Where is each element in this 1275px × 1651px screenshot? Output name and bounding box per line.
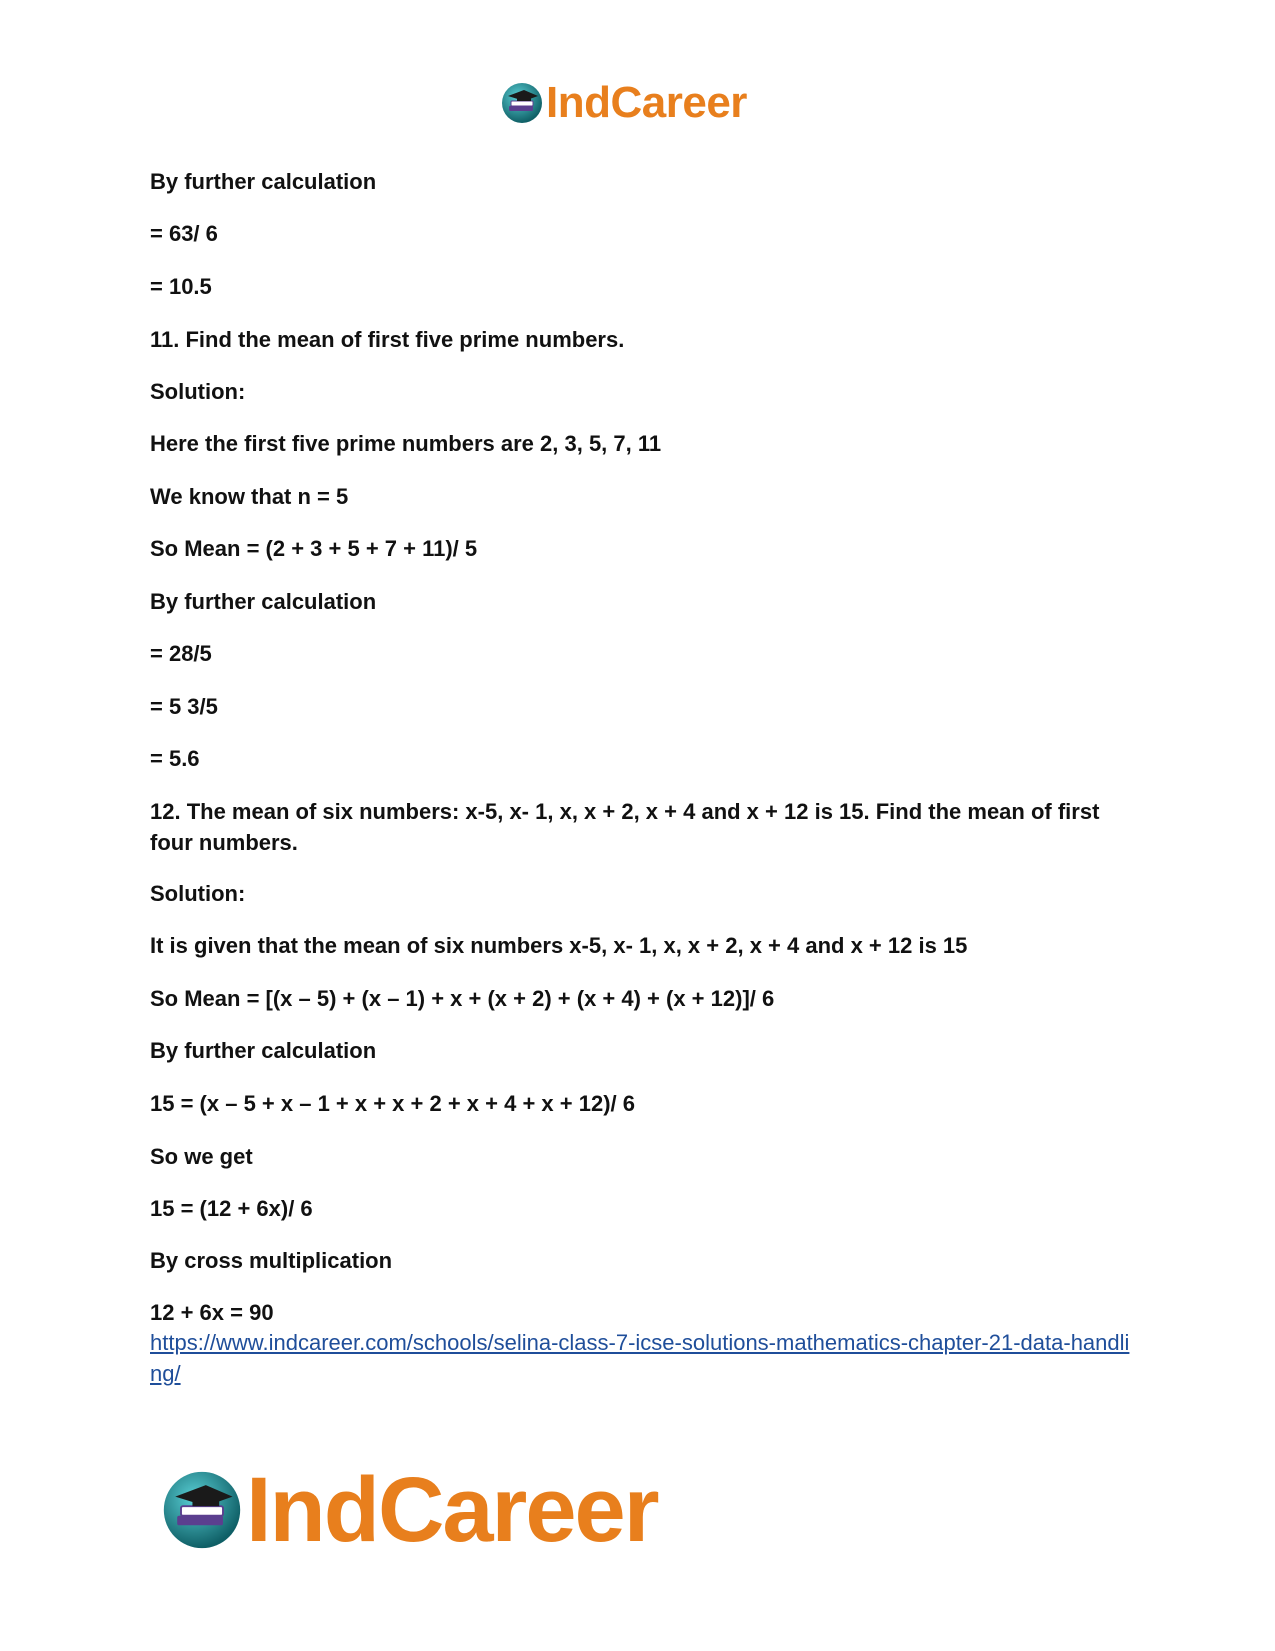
logo-wordmark: IndCareer: [546, 78, 747, 127]
text-line: By further calculation: [150, 589, 377, 614]
text-line: 12 + 6x = 90: [150, 1300, 274, 1325]
question-heading: 12. The mean of six numbers: x-5, x- 1, x, x + 2, x + 4 and x + 12 is 15. Find the mean of first four numbers.: [150, 799, 1100, 855]
solution-label: Solution:: [150, 379, 246, 404]
source-link[interactable]: https://www.indcareer.com/schools/selina-class-7-icse-solutions-mathematics-chapter-21-data-handling/: [150, 1330, 1130, 1386]
text-line: = 10.5: [150, 274, 212, 299]
text-line: 15 = (x – 5 + x – 1 + x + x + 2 + x + 4 + x + 12)/ 6: [150, 1091, 635, 1116]
text-line: = 28/5: [150, 641, 212, 666]
text-line: By further calculation: [150, 1038, 377, 1063]
graduation-cap-books-icon: [160, 1468, 244, 1552]
text-line: = 5.6: [150, 746, 200, 771]
text-line: So Mean = (2 + 3 + 5 + 7 + 11)/ 5: [150, 536, 478, 561]
text-line: So we get: [150, 1144, 253, 1169]
text-line: = 63/ 6: [150, 221, 218, 246]
text-line: So Mean = [(x – 5) + (x – 1) + x + (x + 2) + (x + 4) + (x + 12)]/ 6: [150, 986, 775, 1011]
text-line: By cross multiplication: [150, 1248, 393, 1273]
header-logo: [500, 76, 747, 130]
solution-label: Solution:: [150, 881, 246, 906]
text-line: By further calculation: [150, 169, 377, 194]
logo-wordmark: IndCareer: [246, 1458, 658, 1561]
text-line: = 5 3/5: [150, 694, 218, 719]
text-line: We know that n = 5: [150, 484, 349, 509]
text-line: 15 = (12 + 6x)/ 6: [150, 1196, 313, 1221]
text-line: It is given that the mean of six numbers x-5, x- 1, x, x + 2, x + 4 and x + 12 is 15: [150, 933, 968, 958]
text-line: Here the first five prime numbers are 2, 3, 5, 7, 11: [150, 431, 662, 456]
footer-logo: [160, 1458, 658, 1561]
question-heading: 11. Find the mean of first five prime numbers.: [150, 327, 625, 352]
graduation-cap-books-icon: [500, 81, 544, 125]
